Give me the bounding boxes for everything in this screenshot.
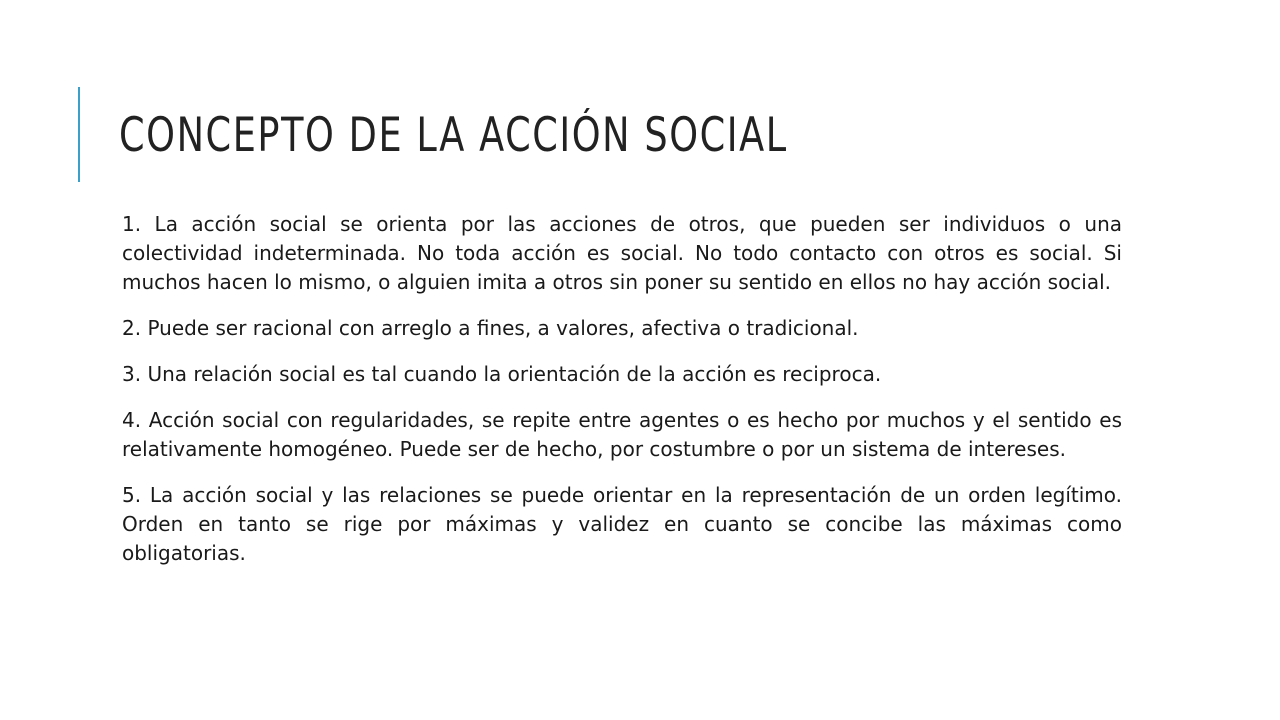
- slide-body: [122, 210, 1122, 585]
- paragraph-1: 1. La acción social se orienta por las acciones de otros, que pueden ser individuos o una colectividad indeterminada. No toda acción es social. No todo contacto con otros es social. Si muchos hacen lo mismo, o alguien imita a otros sin poner su sentido en ellos no hay acción social.: [122, 212, 1122, 294]
- slide-title: CONCEPTO DE LA ACCIÓN SOCIAL: [119, 108, 788, 163]
- paragraph-4: 4. Acción social con regularidades, se repite entre agentes o es hecho por muchos y el sentido es relativamente homogéneo. Puede ser de hecho, por costumbre o por un sistema de intereses.: [122, 408, 1122, 461]
- title-accent-bar: [78, 87, 80, 182]
- paragraph-2: 2. Puede ser racional con arreglo a fines, a valores, afectiva o tradicional.: [122, 316, 859, 340]
- paragraph-5: 5. La acción social y las relaciones se puede orientar en la representación de un orden legítimo. Orden en tanto se rige por máximas y validez en cuanto se concibe las máximas como obligatorias.: [122, 483, 1122, 565]
- paragraph-3: 3. Una relación social es tal cuando la orientación de la acción es reciproca.: [122, 362, 882, 386]
